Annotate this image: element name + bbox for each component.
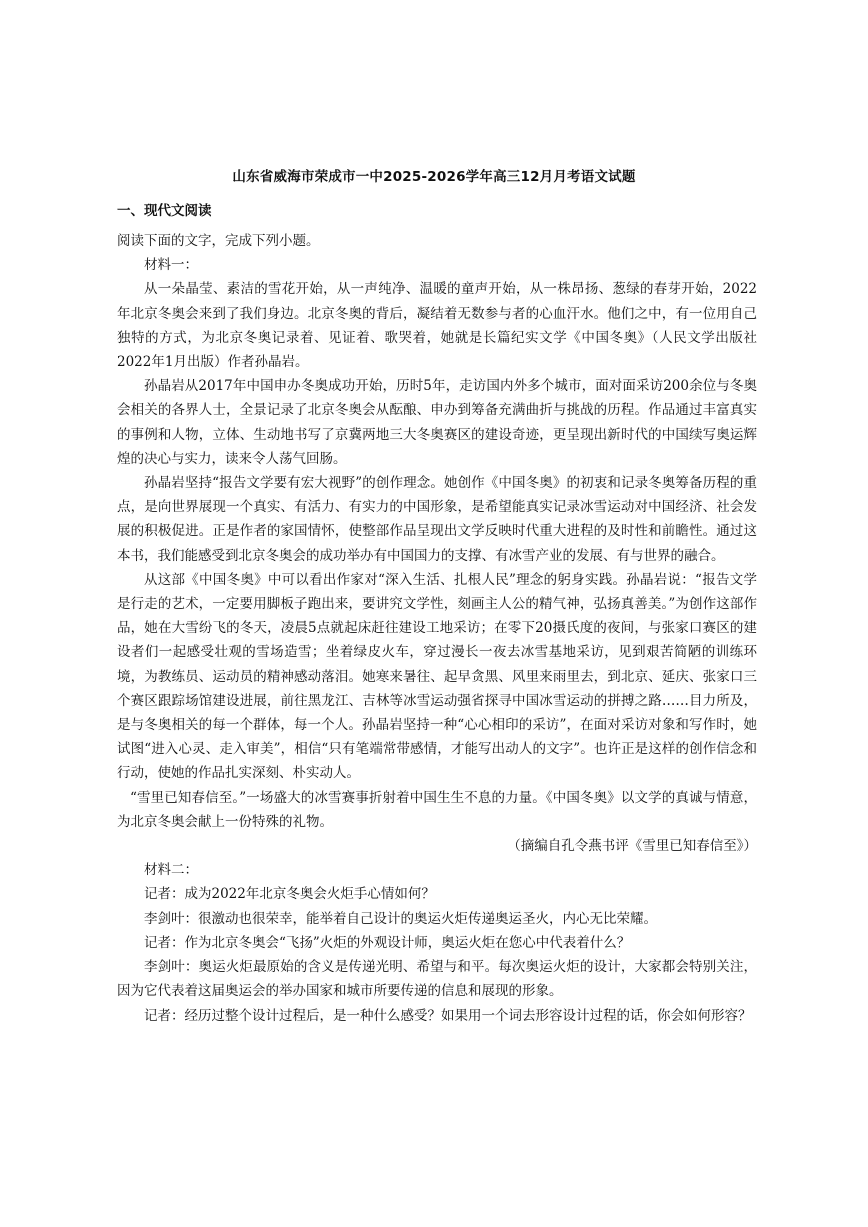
document-body	[117, 229, 757, 1028]
material2-line-5: 记者：经历过整个设计过程后，是一种什么感受？如果用一个词去形容设计过程的话，你会如何形容？	[144, 1007, 752, 1024]
material1-paragraph-3: 孙晶岩坚持“报告文学要有宏大视野”的创作理念。她创作《中国冬奥》的初衷和记录冬奥筹备历程的重点，是向世界展现一个真实、有活力、有实力的中国形象，是希望能真实记录冰雪运动对中国经济、社会发展的积极促进。正是作者的家国情怀，使整部作品呈现出文学反映时代重大进程的及时性和前瞻性。通过这本书，我们能感受到北京冬奥会的成功举办有中国国力的支撑、有冰雪产业的发展、有与世界的融合。	[117, 475, 757, 564]
material2-label: 材料二：	[144, 862, 198, 879]
material1-label: 材料一：	[144, 257, 198, 274]
document-title: 山东省威海市荣成市一中2025-2026学年高三12月月考语文试题	[232, 169, 636, 185]
instruction-text: 阅读下面的文字，完成下列小题。	[117, 233, 320, 249]
material2-line-1: 记者：成为2022年北京冬奥会火炬手心情如何？	[144, 886, 435, 903]
material2-line-2: 李剑叶：很激动也很荣幸，能举着自己设计的奥运火炬传递奥运圣火，内心无比荣耀。	[144, 910, 657, 927]
material1-paragraph-1: 从一朵晶莹、素洁的雪花开始，从一声纯净、温暖的童声开始，从一株昂扬、葱绿的春芽开始，2022年北京冬奥会来到了我们身边。北京冬奥的背后，凝结着无数参与者的心血汗水。他们之中，有一位用自己独特的方式，为北京冬奥记录着、见证着、歌哭着，她就是长篇纪实文学《中国冬奥》（人民文学出版社2022年1月出版）作者孙晶岩。	[117, 281, 757, 371]
material1-source: （摘编自孔令燕书评《雪里已知春信至》）	[507, 838, 757, 855]
section-heading: 一、现代文阅读	[117, 203, 212, 219]
material1-closing: “雪里已知春信至。”一场盛大的冰雪赛事折射着中国生生不息的力量。《中国冬奥》以文学的真诚与情意，为北京冬奥会献上一份特殊的礼物。	[117, 789, 757, 830]
material1-paragraph-2: 孙晶岩从2017年中国申办冬奥成功开始，历时5年，走访国内外多个城市，面对面采访200余位与冬奥会相关的各界人士，全景记录了北京冬奥会从酝酿、申办到筹备充满曲折与挑战的历程。作品通过丰富真实的事例和人物，立体、生动地书写了京冀两地三大冬奥赛区的建设奇迹，更呈现出新时代的中国续写奥运辉煌的决心与实力，读来令人荡气回肠。	[117, 378, 757, 467]
material1-paragraph-4: 从这部《中国冬奥》中可以看出作家对“深入生活、扎根人民”理念的躬身实践。孙晶岩说：“报告文学是行走的艺术，一定要用脚板子跑出来，要讲究文学性，刻画主人公的精气神，弘扬真善美。”为创作这部作品，她在大雪纷飞的冬天，凌晨5点就起床赶往建设工地采访；在零下20摄氏度的夜间，与张家口赛区的建设者们一起感受壮观的雪场造雪；坐着绿皮火车，穿过漫长一夜去冰雪基地采访，见到艰苦简陋的训练环境，为教练员、运动员的精神感动落泪。她寒来暑往、起早贪黑、风里来雨里去，到北京、延庆、张家口三个赛区跟踪场馆建设进展，前往黑龙江、吉林等冰雪运动强省探寻中国冰雪运动的拼搏之路……目力所及，是与冬奥相关的每一个群体，每一个人。孙晶岩坚持一种“心心相印的采访”，在面对采访对象和写作时，她试图“进入心灵、走入审美”，相信“只有笔端常带感情，才能写出动人的文字”。也许正是这样的创作信念和行动，使她的作品扎实深刻、朴实动人。	[117, 571, 757, 782]
material2-line-4: 李剑叶：奥运火炬最原始的含义是传递光明、希望与和平。每次奥运火炬的设计，大家都会特别关注，因为它代表着这届奥运会的举办国家和城市所要传递的信息和展现的形象。	[117, 959, 757, 1000]
material2-line-3: 记者：作为北京冬奥会“飞扬”火炬的外观设计师，奥运火炬在您心中代表着什么？	[144, 934, 631, 951]
